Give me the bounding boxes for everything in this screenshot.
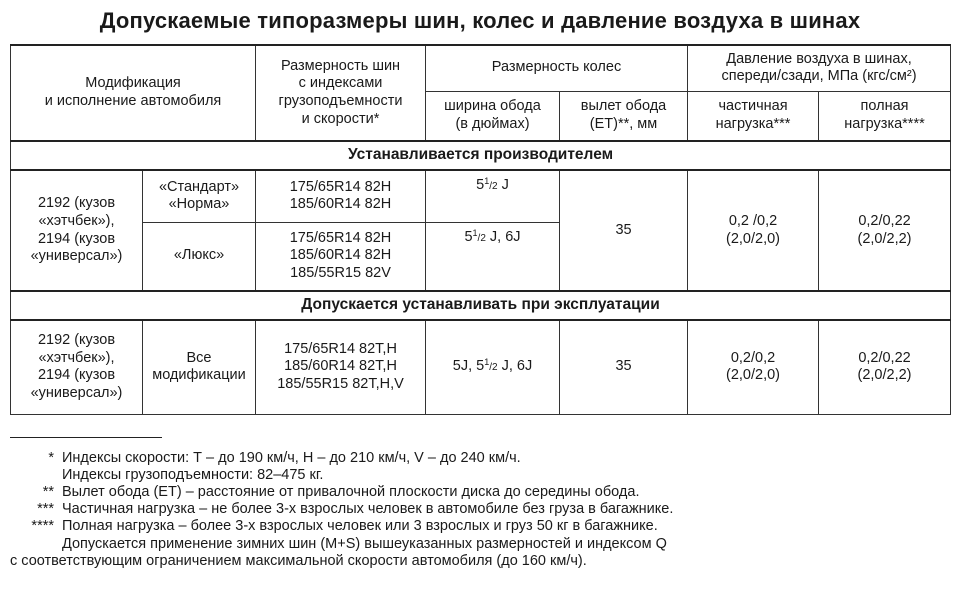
header-rim-width: ширина обода (в дюймах) — [426, 91, 560, 141]
page-title: Допускаемые типоразмеры шин, колес и давление воздуха в шинах — [99, 8, 861, 33]
header-row-1 — [11, 45, 951, 91]
footnote-1-cont: Индексы грузоподъемности: 82–475 кг. — [62, 467, 324, 484]
full-load-cell: 0,2/0,22 (2,0/2,2) — [819, 320, 951, 414]
section-operation: Допускается устанавливать при эксплуатации — [11, 291, 951, 320]
footnote-5: Допускается применение зимних шин (M+S) вышеуказанных размерностей и индексом Q — [62, 535, 667, 552]
rim-width-cell: $5^1/2$ J — [426, 170, 560, 222]
header-modification: Модификация и исполнение автомобиля — [11, 45, 256, 141]
header-tire-size: Размерность шин с индексами грузоподъемности и скорости* — [256, 45, 426, 141]
footnote-2: ** Вылет обода (ET) – расстояние от привалочной плоскости диска до середины обода. — [42, 484, 640, 501]
header-wheel-size: Размерность колес — [426, 45, 688, 91]
trim-cell: Все модификации — [143, 320, 256, 414]
tire-spec-table — [10, 44, 951, 415]
model-cell: 2192 (кузов «хэтчбек»), 2194 (кузов «универсал») — [11, 320, 143, 414]
header-full-load: полная нагрузка**** — [819, 91, 951, 141]
tires-cell: 175/65R14 82H 185/60R14 82H 185/55R15 82V — [256, 222, 426, 291]
trim-cell: «Стандарт» «Норма» — [143, 170, 256, 222]
header-partial-load: частичная нагрузка*** — [688, 91, 819, 141]
full-load-cell: 0,2/0,22 (2,0/2,2) — [819, 170, 951, 291]
footnotes — [10, 437, 950, 570]
footnote-5-cont: с соответствующим ограничением максимальной скорости автомобиля (до 160 км/ч). — [10, 552, 587, 569]
model-cell: 2192 (кузов «хэтчбек»), 2194 (кузов «универсал») — [11, 170, 143, 291]
tires-cell: 175/65R14 82T,H 185/60R14 82T,H 185/55R15 82T,H,V — [256, 320, 426, 414]
section-row-1 — [11, 141, 951, 170]
trim-cell: «Люкс» — [143, 222, 256, 291]
footnote-divider — [10, 437, 162, 438]
table-row — [11, 170, 951, 222]
rim-width-cell: $5^1/2$ J, 6J — [426, 222, 560, 291]
header-rim-offset: вылет обода (ET)**, мм — [560, 91, 688, 141]
footnote-3: *** Частичная нагрузка – не более 3-х взрослых человек в автомобиле без груза в багажнике. — [37, 501, 674, 518]
footnote-1: * Индексы скорости: Т – до 190 км/ч, Н – до 210 км/ч, V – до 240 км/ч. — [48, 450, 521, 466]
header-pressure: Давление воздуха в шинах, спереди/сзади, МПа (кгс/см²) — [688, 45, 951, 91]
tires-cell: 175/65R14 82H 185/60R14 82H — [256, 170, 426, 222]
partial-load-cell: 0,2/0,2 (2,0/2,0) — [688, 320, 819, 414]
rim-offset-cell: 35 — [560, 170, 688, 291]
partial-load-cell: 0,2 /0,2 (2,0/2,0) — [688, 170, 819, 291]
footnote-4: **** Полная нагрузка – более 3-х взрослых человек или 3 взрослых и груз 50 кг в багажнике. — [31, 518, 658, 535]
rim-width-cell: 5J, $5^1/2$ J, 6J — [426, 320, 560, 414]
table-row — [11, 320, 951, 414]
section-manufacturer: Устанавливается производителем — [11, 141, 951, 170]
rim-offset-cell: 35 — [560, 320, 688, 414]
section-row-2 — [11, 291, 951, 320]
